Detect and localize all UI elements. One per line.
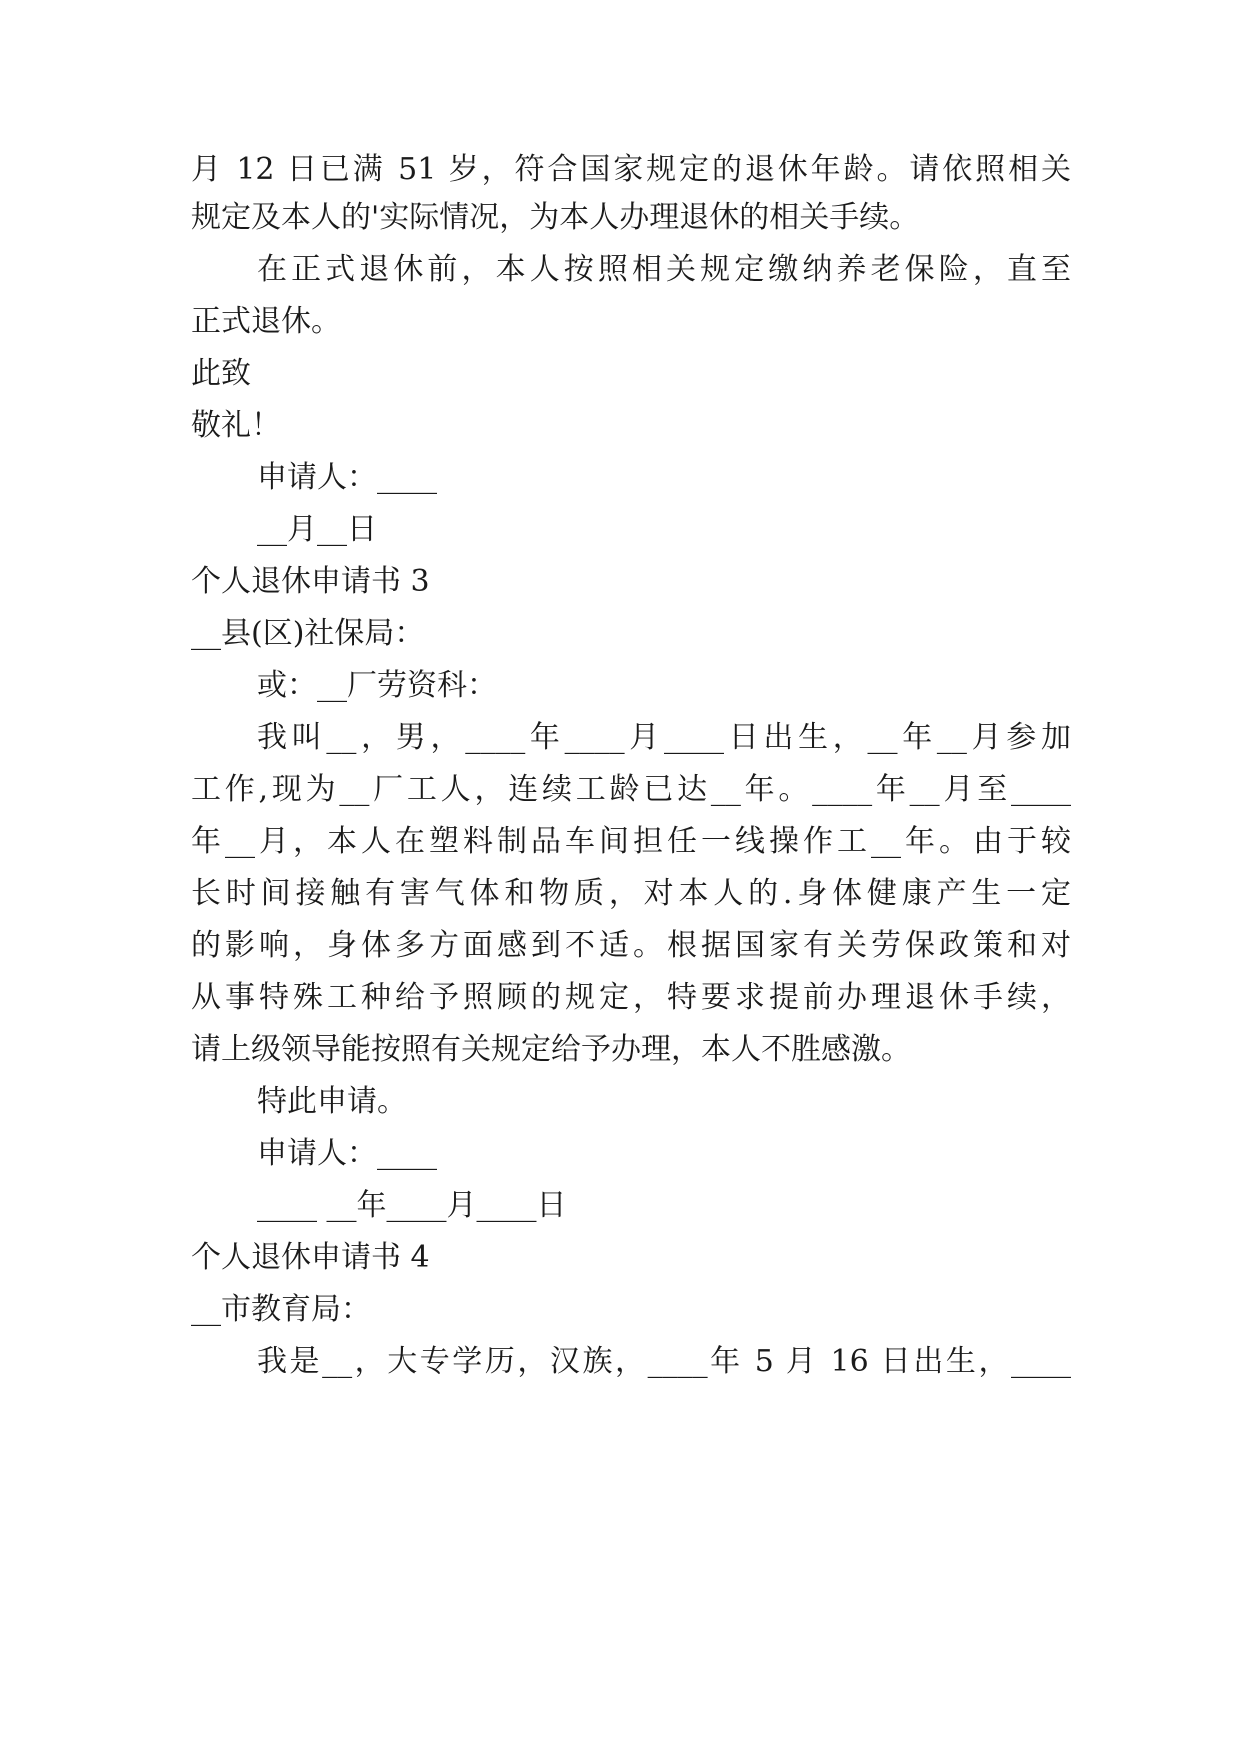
date-line: __月__日: [257, 512, 377, 547]
paragraph-line: 从事特殊工种给予照顾的规定，特要求提前办理退休手续，: [191, 980, 1071, 1015]
paragraph-line: 月 12 日已满 51 岁，符合国家规定的退休年龄。请依照相关: [191, 152, 1071, 187]
date-line: ____ __年____月____日: [257, 1188, 567, 1223]
paragraph-line: 工作,现为__厂工人，连续工龄已达__年。____年__月至____: [191, 772, 1071, 807]
paragraph-line: 长时间接触有害气体和物质，对本人的.身体健康产生一定: [191, 876, 1071, 911]
paragraph-line: 年__月，本人在塑料制品车间担任一线操作工__年。由于较: [191, 824, 1071, 859]
section-heading: 个人退休申请书 4: [191, 1240, 430, 1275]
paragraph-line: 规定及本人的'实际情况，为本人办理退休的相关手续。: [191, 200, 920, 235]
paragraph-line: 请上级领导能按照有关规定给予办理，本人不胜感激。: [191, 1032, 911, 1067]
paragraph-line: 正式退休。: [191, 304, 341, 339]
paragraph-line: 的影响，身体多方面感到不适。根据国家有关劳保政策和对: [191, 928, 1071, 963]
closing-line: 敬礼！: [191, 408, 281, 443]
section-heading: 个人退休申请书 3: [191, 564, 430, 599]
paragraph-line: 在正式退休前，本人按照相关规定缴纳养老保险，直至: [257, 252, 1071, 287]
paragraph-line: 我叫__，男，____年____月____日出生，__年__月参加: [257, 720, 1071, 755]
addressee-line: __市教育局：: [191, 1292, 371, 1327]
closing-line: 特此申请。: [257, 1084, 407, 1119]
addressee-line: 或：__厂劳资科：: [257, 668, 497, 703]
paragraph-line: 我是__，大专学历，汉族，____年 5 月 16 日出生，____: [257, 1344, 1071, 1379]
closing-line: 此致: [191, 356, 251, 391]
applicant-signature-line: 申请人：____: [257, 1136, 437, 1171]
addressee-line: __县(区)社保局：: [191, 616, 425, 651]
applicant-signature-line: 申请人：____: [257, 460, 437, 495]
